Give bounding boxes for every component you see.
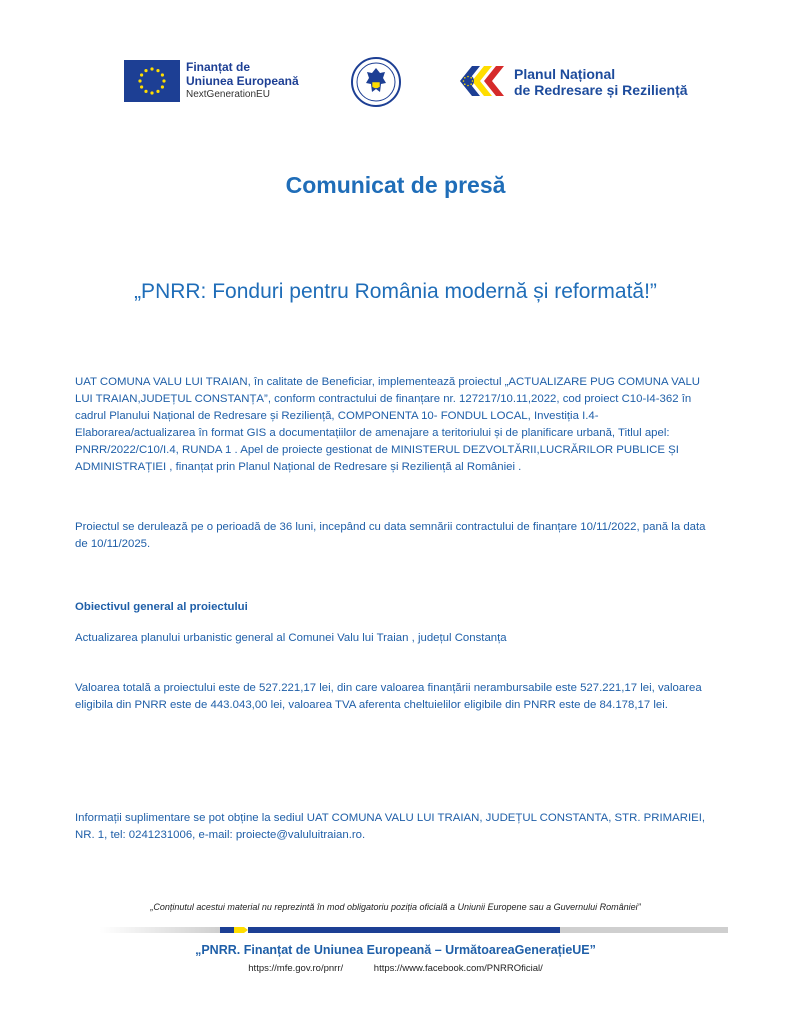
eu-line2: Uniunea Europeană — [186, 74, 299, 88]
eu-line3: NextGenerationEU — [186, 89, 270, 100]
page-title: Comunicat de presă — [285, 172, 506, 198]
pnrr-line2: de Redresare și Reziliență — [514, 82, 688, 98]
pnrr-line1: Planul Național — [514, 66, 616, 82]
project-duration-paragraph: Proiectul se derulează pe o perioadă de 36 luni, incepând cu data semnării contractului de finanțare 10/11/2022, pană la data de 10/11/2025. — [75, 521, 706, 550]
eu-line1: Finanțat de — [186, 60, 251, 74]
mfe-link[interactable]: https://mfe.gov.ro/pnrr/ — [248, 963, 344, 974]
facebook-link[interactable]: https://www.facebook.com/PNRROficial/ — [373, 963, 543, 974]
pnrr-logo-icon — [458, 64, 508, 98]
objective-heading: Obiectivul general al proiectului — [75, 601, 248, 613]
project-value-paragraph: Valoarea totală a proiectului este de 527.221,17 lei, din care valoarea finanțării nerambursabile este 527.221,17 lei, valoarea eligibila din PNRR este de 443.043,00 lei, valoarea TVA aferenta cheltuielilor eligibile din PNRR este de 84.178,17 lei. — [75, 682, 702, 711]
eu-funding-label — [186, 60, 326, 102]
pnrr-label — [514, 66, 734, 98]
footer-links — [0, 963, 791, 974]
footer-color-bar — [100, 922, 728, 932]
disclaimer-text: „Conținutul acestui material nu reprezintă în mod obligatoriu poziția oficială a Uniunii Europene sau a Guvernului României” — [150, 902, 641, 912]
eu-flag-icon — [124, 60, 180, 102]
page-subtitle: „PNRR: Fonduri pentru România modernă și reformată!” — [134, 280, 657, 303]
contact-paragraph: Informații suplimentare se pot obține la sediul UAT COMUNA VALU LUI TRAIAN, JUDEȚUL CONSTANTA, STR. PRIMARIEI, NR. 1, tel: 0241231006, e-mail: proiecte@valuluitraian.ro. — [75, 812, 706, 841]
objective-text: Actualizarea planului urbanistic general al Comunei Valu lui Traian , județul Constanța — [75, 632, 507, 644]
romanian-government-seal-icon — [350, 56, 402, 108]
footer-slogan: „PNRR. Finanțat de Uniunea Europeană – UrmătoareaGenerațieUE” — [195, 943, 596, 957]
project-description-paragraph: UAT COMUNA VALU LUI TRAIAN, în calitate de Beneficiar, implementează proiectul „ACTUALIZARE PUG COMUNA VALU LUI TRAIAN,JUDEȚUL CONSTANȚA”, conform contractului de finanțare nr. 127217/10.11,2022, cod proiect C10-I4-362 în cadrul Planului Național de Redresare și Reziliență, COMPONENTA 10- FONDUL LOCAL, Investiția I.4-Elaborarea/actualizarea în format GIS a documentațiilor de amenajare a teritoriului și de planificare urbană, Titlul apel: PNRR/2022/C10/I.4, RUNDA 1 . Apel de proiecte gestionat de MINISTERUL DEZVOLTĂRII,LUCRĂRILOR PUBLICE ȘI ADMINISTRAȚIEI , finanțat prin Planul Național de Redresare și Reziliență al României . — [75, 376, 701, 473]
